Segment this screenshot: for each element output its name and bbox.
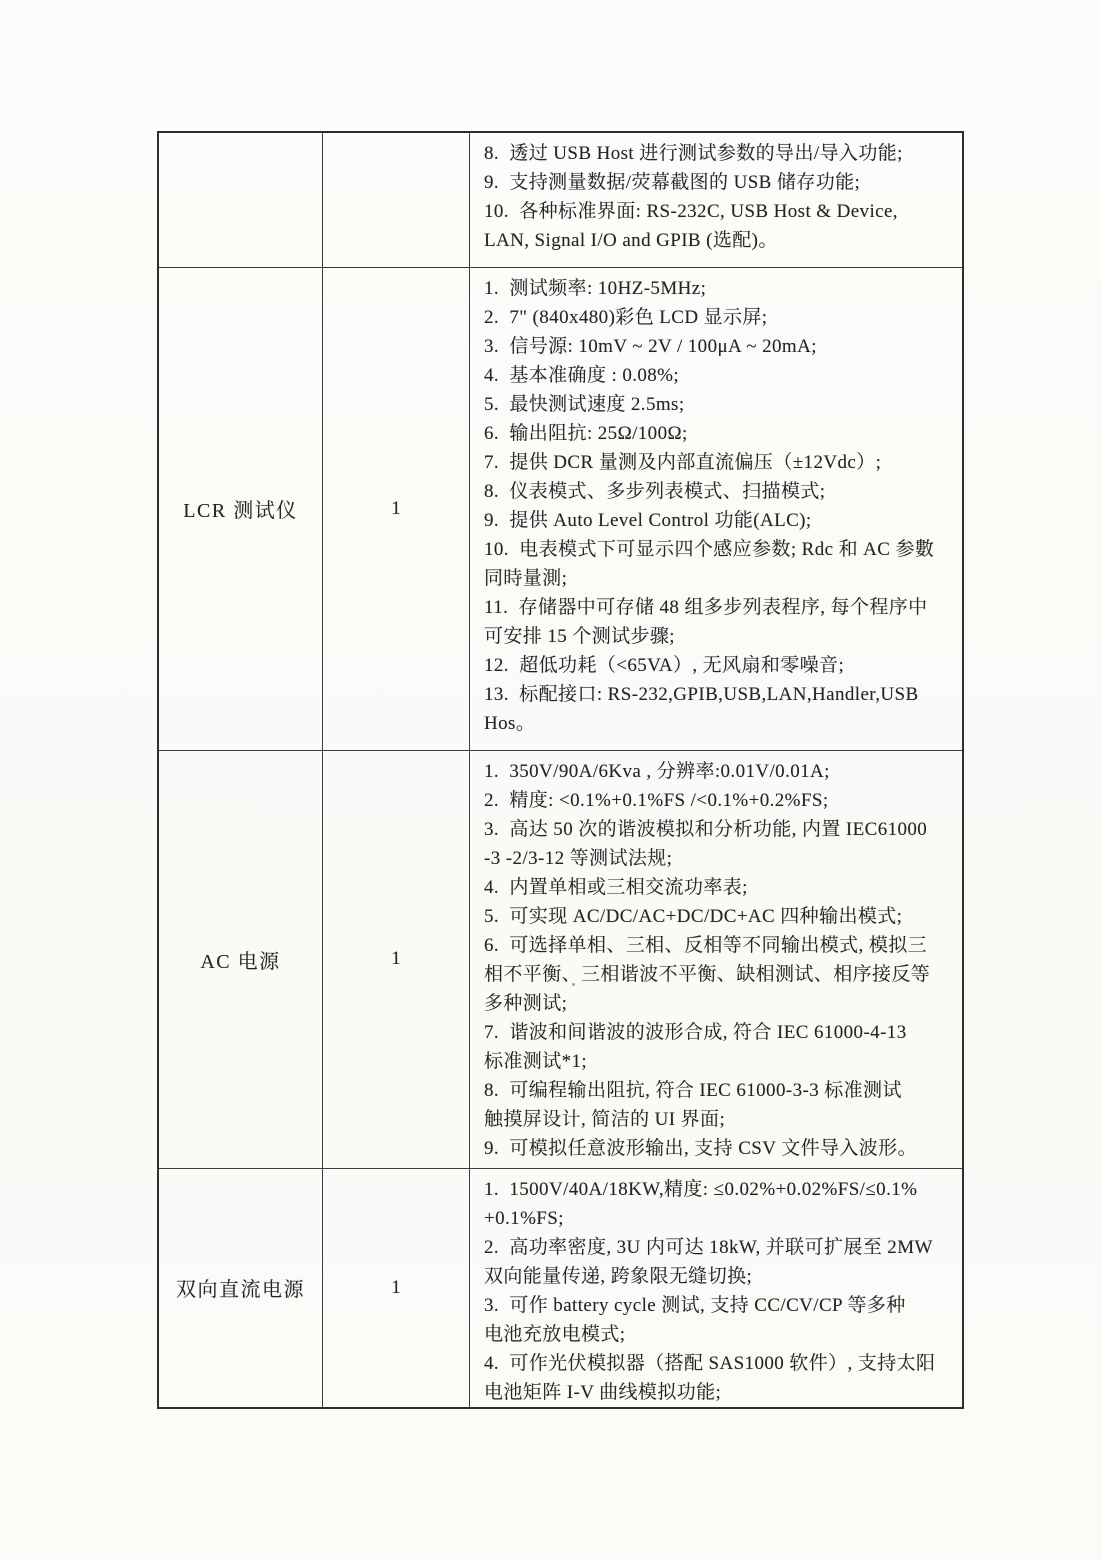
quantity-cell: 1	[323, 1168, 470, 1408]
spec-line: Hos。	[484, 712, 536, 734]
spec-line: 9. 支持测量数据/荧幕截图的 USB 储存功能;	[484, 172, 861, 193]
spec-line: 10. 各种标准界面: RS-232C, USB Host & Device,	[484, 201, 898, 222]
item-name-cell: LCR 测试仪	[158, 267, 323, 750]
scan-speck	[572, 983, 575, 986]
spec-line: 12. 超低功耗（<65VA）, 无风扇和零噪音;	[484, 654, 845, 676]
quantity-cell: 1	[323, 750, 470, 1168]
spec-line: 3. 可作 battery cycle 测试, 支持 CC/CV/CP 等多种	[484, 1294, 906, 1316]
spec-line: 3. 信号源: 10mV ~ 2V / 100μA ~ 20mA;	[484, 335, 817, 357]
spec-line: 7. 提供 DCR 量测及内部直流偏压（±12Vdc）;	[484, 451, 882, 473]
spec-line: 3. 高达 50 次的谐波模拟和分析功能, 内置 IEC61000	[484, 818, 928, 840]
spec-line: 8. 透过 USB Host 进行测试参数的导出/导入功能;	[484, 143, 903, 164]
spec-line: 13. 标配接口: RS-232,GPIB,USB,LAN,Handler,USB	[484, 683, 919, 705]
spec-line: 6. 输出阻抗: 25Ω/100Ω;	[484, 422, 688, 444]
spec-line: 电池矩阵 I-V 曲线模拟功能;	[484, 1381, 722, 1403]
item-name-cell: 双向直流电源	[158, 1168, 323, 1408]
table-row-bidirectional-dc-power-supply	[158, 1168, 963, 1408]
item-name-cell: AC 电源	[158, 750, 323, 1168]
spec-line: 9. 可模拟任意波形输出, 支持 CSV 文件导入波形。	[484, 1137, 917, 1159]
item-name-cell	[158, 132, 323, 267]
spec-line: 8. 仪表模式、多步列表模式、扫描模式;	[484, 480, 826, 502]
spec-cell	[470, 1168, 964, 1408]
spec-cell	[470, 132, 964, 267]
spec-line: 相不平衡、三相谐波不平衡、缺相测试、相序接反等	[484, 963, 931, 985]
spec-line: 1. 测试频率: 10HZ-5MHz;	[484, 277, 707, 299]
spec-line: 8. 可编程输出阻抗, 符合 IEC 61000-3-3 标准测试	[484, 1079, 902, 1101]
spec-line: 1. 1500V/40A/18KW,精度: ≤0.02%+0.02%FS/≤0.1%	[484, 1178, 918, 1200]
spec-line: 6. 可选择单相、三相、反相等不同输出模式, 模拟三	[484, 934, 928, 956]
spec-line: 9. 提供 Auto Level Control 功能(ALC);	[484, 509, 812, 531]
table-row-lcr-tester	[158, 267, 963, 750]
spec-cell	[470, 750, 964, 1168]
spec-line: 双向能量传递, 跨象限无缝切换;	[484, 1265, 753, 1287]
spec-line: -3 -2/3-12 等测试法规;	[484, 847, 673, 869]
quantity-cell	[323, 132, 470, 267]
spec-line: 可安排 15 个测试步骤;	[484, 625, 675, 647]
spec-line: 7. 谐波和间谐波的波形合成, 符合 IEC 61000-4-13	[484, 1021, 907, 1043]
spec-line: 4. 基本准确度 : 0.08%;	[484, 364, 680, 386]
spec-line: 同時量測;	[484, 567, 568, 589]
spec-line: 4. 内置单相或三相交流功率表;	[484, 876, 748, 898]
spec-line: 5. 可实现 AC/DC/AC+DC/DC+AC 四种输出模式;	[484, 905, 903, 927]
spec-line: LAN, Signal I/O and GPIB (选配)。	[484, 230, 778, 251]
spec-line: 标准测试*1;	[484, 1050, 588, 1072]
spec-line: 10. 电表模式下可显示四个感应参数; Rdc 和 AC 参數	[484, 538, 935, 560]
table-row-ac-power-supply	[158, 750, 963, 1168]
spec-line: +0.1%FS;	[484, 1207, 564, 1229]
spec-line: 4. 可作光伏模拟器（搭配 SAS1000 软件）, 支持太阳	[484, 1352, 936, 1374]
spec-line: 2. 7" (840x480)彩色 LCD 显示屏;	[484, 306, 768, 328]
spec-line: 2. 高功率密度, 3U 内可达 18kW, 并联可扩展至 2MW	[484, 1236, 933, 1258]
equipment-spec-table	[157, 131, 964, 1409]
spec-line: 触摸屏设计, 简洁的 UI 界面;	[484, 1108, 726, 1130]
spec-line: 电池充放电模式;	[484, 1323, 626, 1345]
spec-line: 多种测试;	[484, 992, 568, 1014]
spec-line: 11. 存储器中可存储 48 组多步列表程序, 每个程序中	[484, 596, 928, 618]
table-row-continuation	[158, 132, 963, 267]
spec-cell	[470, 267, 964, 750]
spec-line: 5. 最快测试速度 2.5ms;	[484, 393, 685, 415]
spec-line: 1. 350V/90A/6Kva , 分辨率:0.01V/0.01A;	[484, 760, 830, 782]
quantity-cell: 1	[323, 267, 470, 750]
spec-line: 2. 精度: <0.1%+0.1%FS /<0.1%+0.2%FS;	[484, 789, 829, 811]
